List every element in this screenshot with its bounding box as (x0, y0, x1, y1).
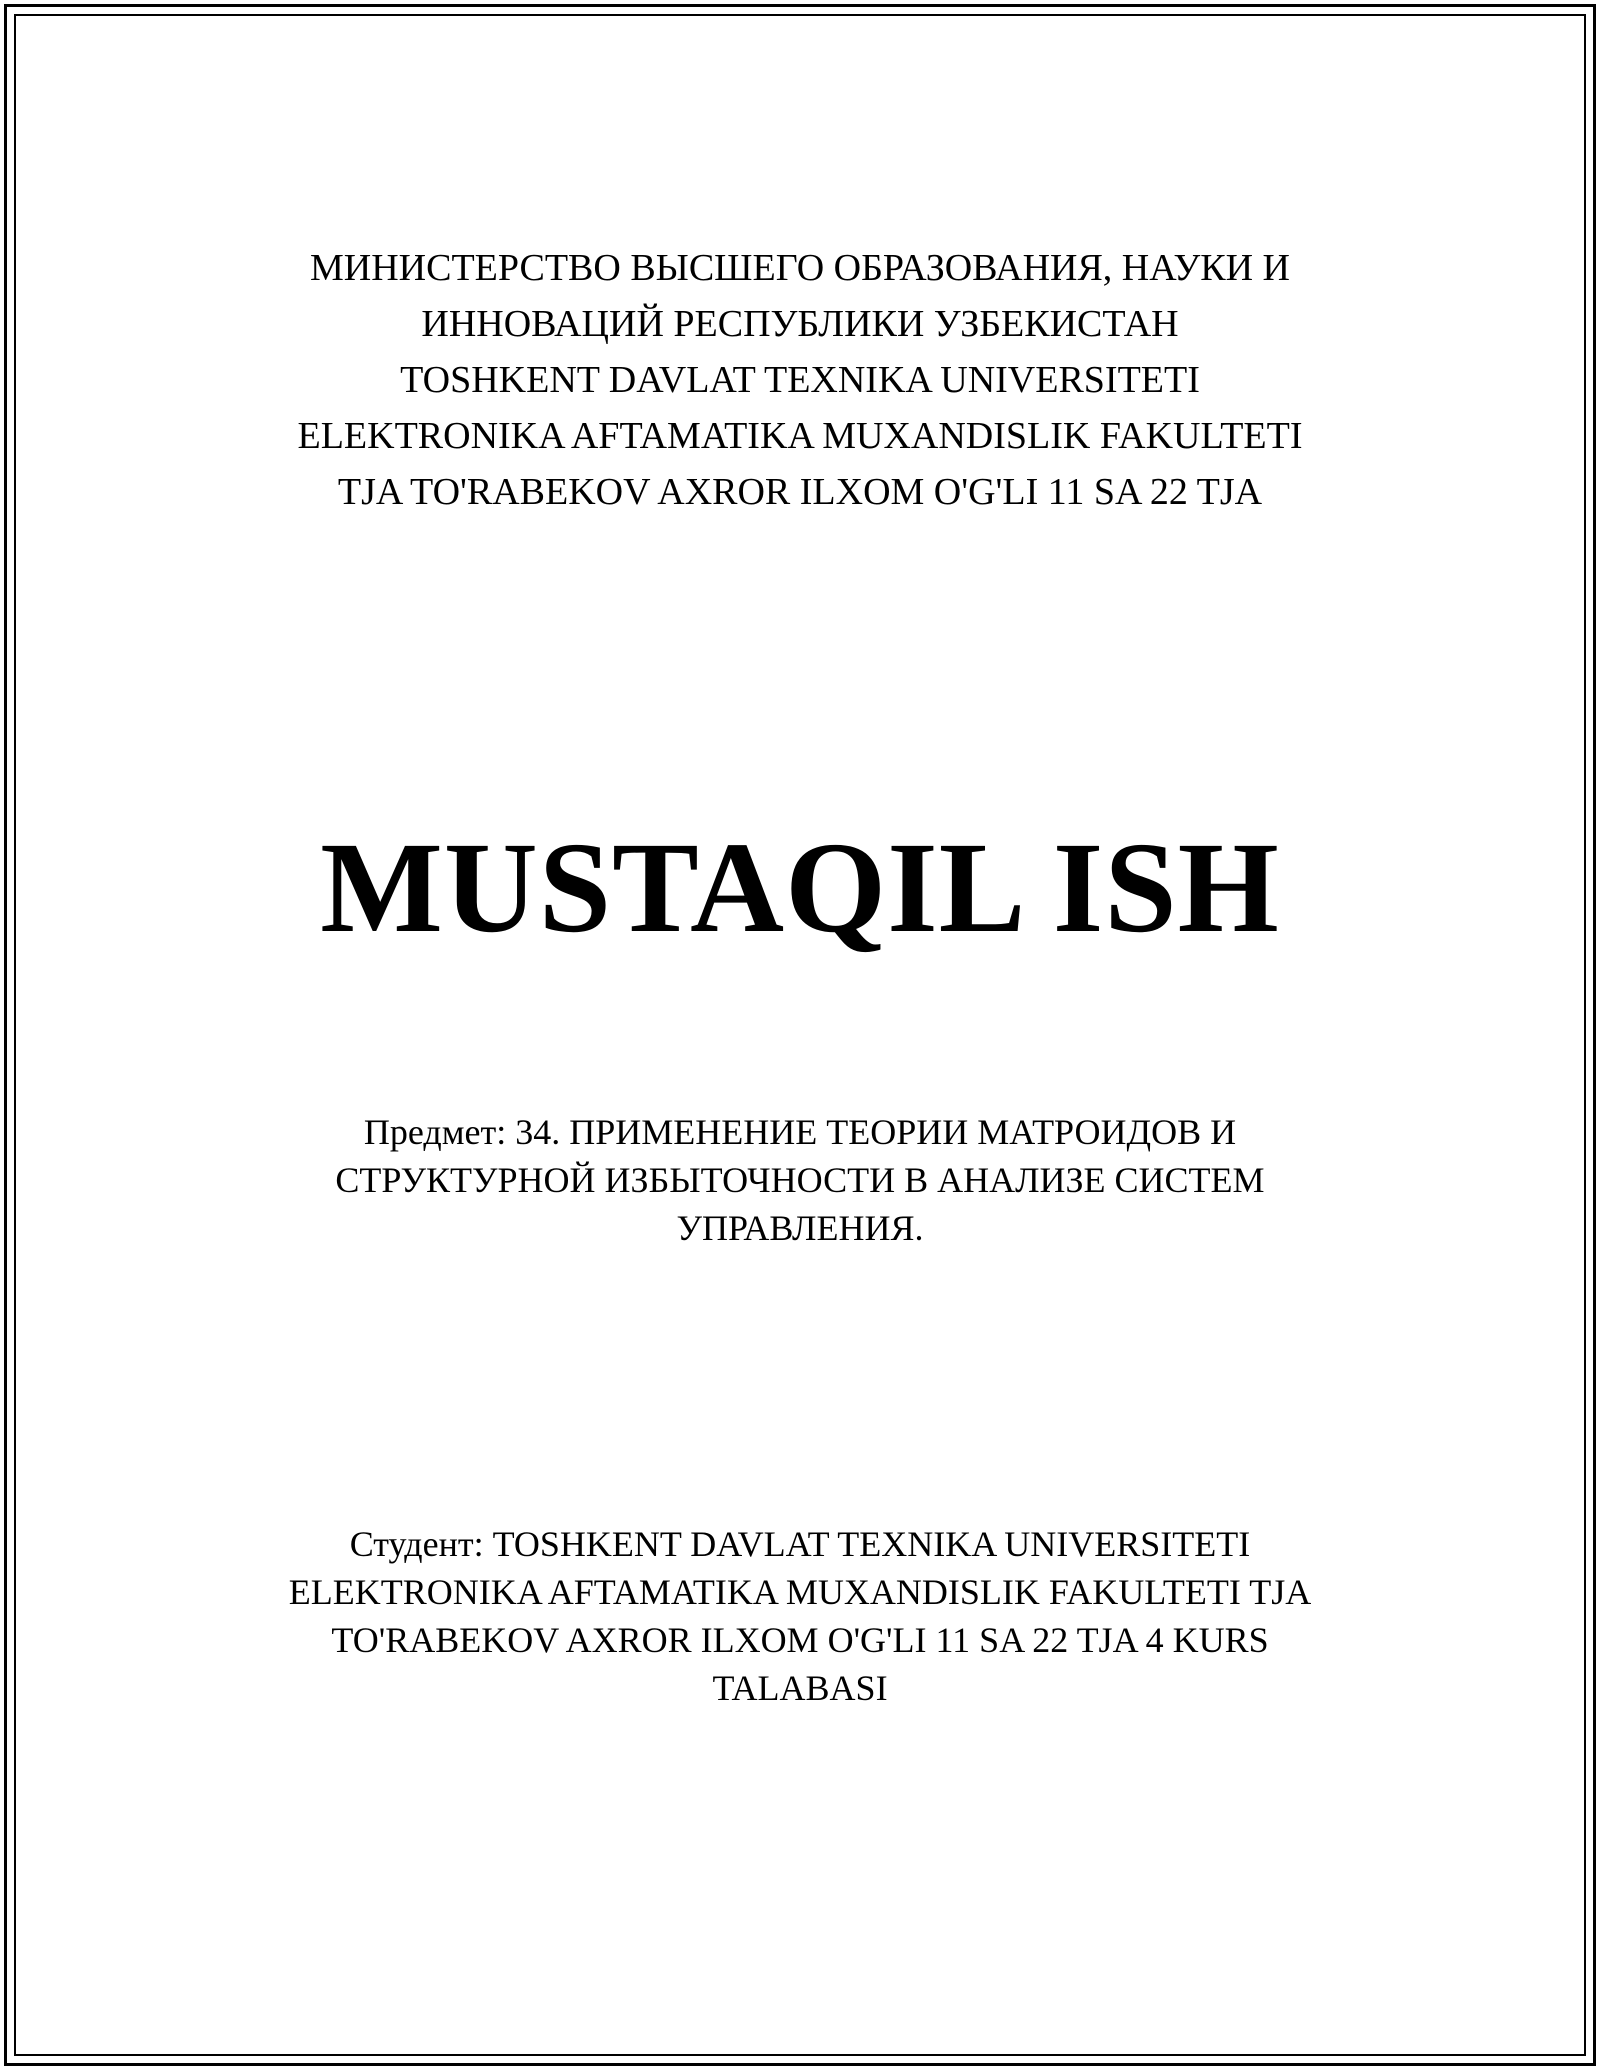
student-block (0, 1520, 1600, 1712)
header-line: TOSHKENT DAVLAT TEXNIKA UNIVERSITETI (400, 359, 1200, 401)
student-line: ELEKTRONIKA AFTAMATIKA MUXANDISLIK FAKULTETI TJA (288, 1572, 1312, 1612)
header-line: МИНИСТЕРСТВО ВЫСШЕГО ОБРАЗОВАНИЯ, НАУКИ И (310, 247, 1290, 289)
document-title: MUSTAQIL ISH (320, 816, 1280, 960)
subject-line: Предмет: 34. ПРИМЕНЕНИЕ ТЕОРИИ МАТРОИДОВ И (363, 1112, 1237, 1152)
subject-line: СТРУКТУРНОЙ ИЗБЫТОЧНОСТИ В АНАЛИЗЕ СИСТЕМ (335, 1160, 1265, 1200)
institution-header (0, 240, 1600, 520)
header-line: TJA TO'RABEKOV AXROR ILXOM O'G'LI 11 SA 22 TJA (337, 471, 1263, 513)
student-line: Студент: TOSHKENT DAVLAT TEXNIKA UNIVERSITETI (349, 1524, 1251, 1564)
student-line: TALABASI (712, 1668, 888, 1708)
subject-line: УПРАВЛЕНИЯ. (676, 1208, 924, 1248)
header-line: ИННОВАЦИЙ РЕСПУБЛИКИ УЗБЕКИСТАН (421, 303, 1179, 345)
header-line: ELEKTRONIKA AFTAMATIKA MUXANDISLIK FAKULTETI (297, 415, 1303, 457)
student-line: TO'RABEKOV AXROR ILXOM O'G'LI 11 SA 22 TJA 4 KURS (331, 1620, 1269, 1660)
subject-block (0, 1108, 1600, 1252)
